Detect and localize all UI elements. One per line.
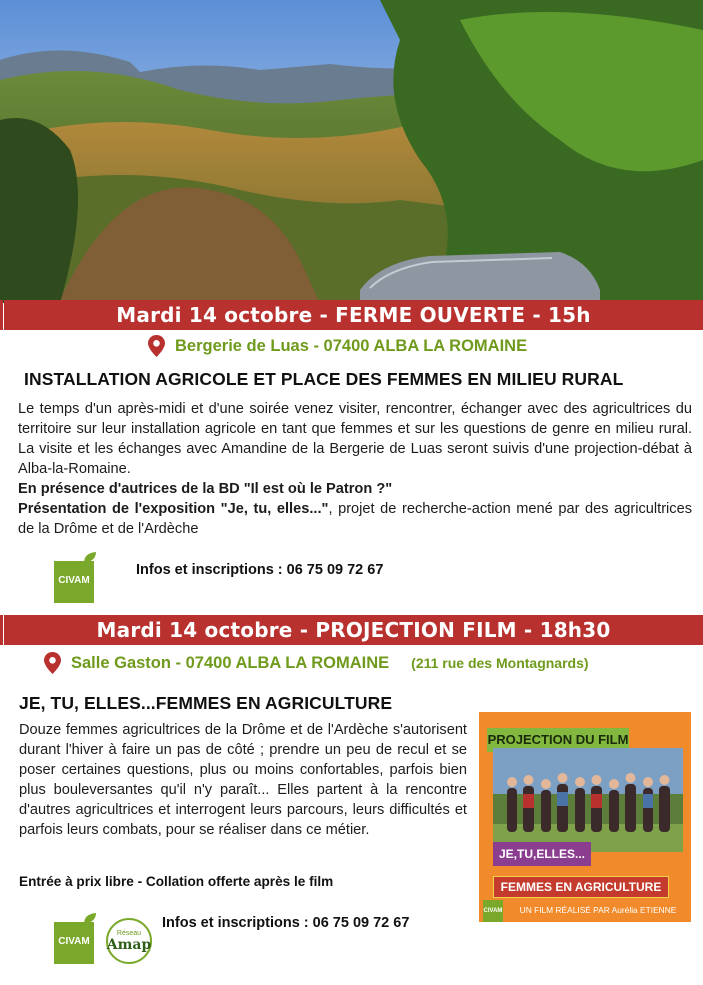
event1-infos: Infos et inscriptions : 06 75 09 72 67 [136, 562, 384, 578]
film-poster [479, 712, 691, 922]
event2-infos: Infos et inscriptions : 06 75 09 72 67 [162, 915, 410, 931]
event2-banner: Mardi 14 octobre - PROJECTION FILM - 18h30 [4, 615, 703, 645]
event1-location-text: Bergerie de Luas - 07400 ALBA LA ROMAINE [175, 336, 528, 355]
amap-logo-top: Réseau [116, 929, 142, 937]
event1-expo-bold: Présentation de l'exposition "Je, tu, elles..." [18, 501, 329, 517]
event2-location [44, 652, 589, 674]
event1-location [148, 335, 527, 357]
amap-logo [106, 918, 152, 964]
civam-logo [54, 551, 94, 603]
poster-director: UN FILM RÉALISÉ PAR Aurélia ETIENNE [519, 905, 677, 915]
event2-paragraph: Douze femmes agricultrices de la Drôme et de l'Ardèche s'autorisent durant l'hiver à faire un pas de côté ; prendre un peu de recul et se poser certaines questions, plus ou moins confortables, parfois bien plus bouleversantes qu'il n'y paraît... Elles partent à la rencontre d'autres agricultrices et interrogent leurs parcours, leurs difficultés et parfois leurs combats, pour se réaliser dans ce métier. [19, 722, 467, 838]
event2-entry: Entrée à prix libre - Collation offerte après le film [19, 874, 334, 889]
civam-logo-text: CIVAM [58, 575, 90, 586]
poster-group-photo [493, 748, 683, 852]
map-pin-icon [44, 652, 61, 674]
poster-subtitle: FEMMES EN AGRICULTURE [493, 876, 669, 898]
event1-paragraph: Le temps d'un après-midi et d'une soirée venez visiter, rencontrer, échanger avec des agricultrices du territoire sur leur installation agricole en tant que femmes et sur les questions de genre en milieu rural. La visite et les échanges avec Amandine de la Bergerie de Luas seront suivis d'une projection-débat à Alba-la-Romaine. [18, 401, 692, 477]
poster-tag: JE,TU,ELLES... [493, 842, 591, 866]
event2-location-extra: (211 rue des Montagnards) [411, 655, 589, 671]
event2-location-text: Salle Gaston - 07400 ALBA LA ROMAINE [71, 653, 390, 672]
event2-heading: JE, TU, ELLES...FEMMES EN AGRICULTURE [19, 693, 393, 713]
event1-description [18, 399, 692, 539]
event1-presence: En présence d'autrices de la BD "Il est où le Patron ?" [18, 481, 393, 497]
civam-logo [54, 912, 94, 964]
hero-landscape-photo [0, 0, 703, 303]
amap-logo-text: Amap [106, 936, 152, 953]
event1-banner: Mardi 14 octobre - FERME OUVERTE - 15h [4, 300, 703, 330]
civam-logo-text: CIVAM [58, 936, 90, 947]
edge-mark [0, 615, 3, 645]
poster-civam-logo: CIVAM [483, 900, 503, 922]
edge-mark [0, 300, 3, 330]
map-pin-icon [148, 335, 165, 357]
event1-heading: INSTALLATION AGRICOLE ET PLACE DES FEMMES EN MILIEU RURAL [24, 369, 624, 389]
event1-expo-rest: , projet de recherche-action mené par des agricultrices de la Drôme et de l'Ardèche [18, 501, 693, 537]
poster-title: PROJECTION DU FILM [487, 728, 629, 752]
